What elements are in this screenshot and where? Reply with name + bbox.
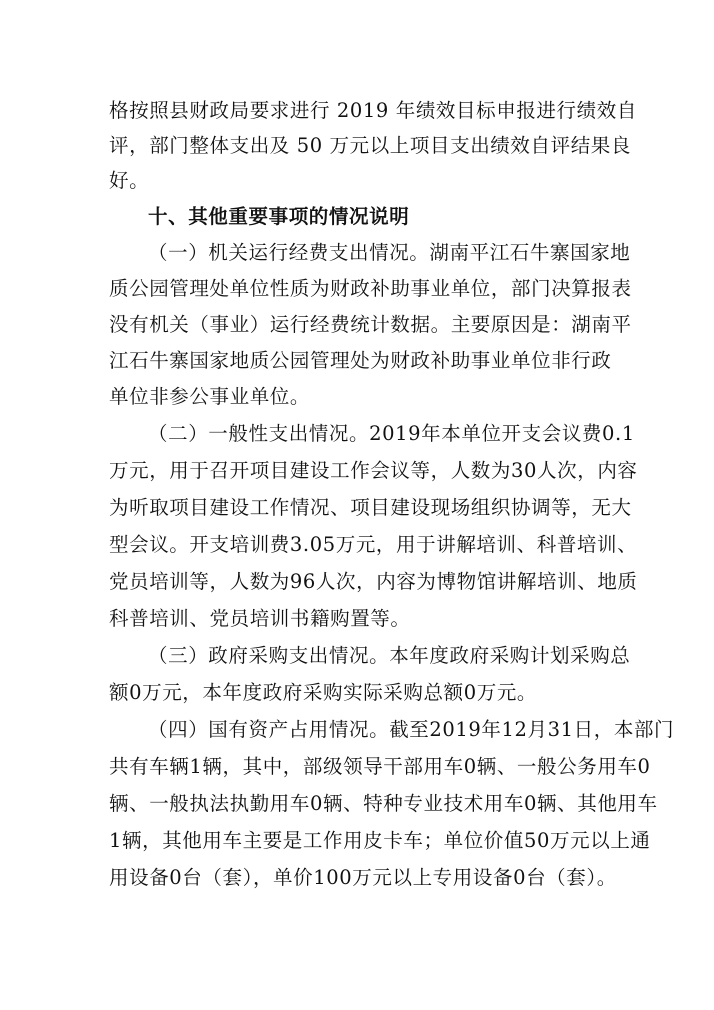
text-line: 科普培训、党员培训书籍购置等。 xyxy=(109,607,411,630)
text-line: 1辆，其他用车主要是工作用皮卡车；单位价值50万元以上通 xyxy=(109,829,651,852)
text-line: 好。 xyxy=(109,169,150,192)
text-line: （三）政府采购支出情况。本年度政府采购计划采购总 xyxy=(148,644,631,667)
section-heading: 十、其他重要事项的情况说明 xyxy=(148,205,410,228)
text-line: （一）机关运行经费支出情况。湖南平江石牛寨国家地 xyxy=(148,241,631,264)
text-line: 质公园管理处单位性质为财政补助事业单位，部门决算报表 xyxy=(109,277,632,300)
text-line: 用设备0台（套），单价100万元以上专用设备0台（套）。 xyxy=(109,866,617,889)
text-line: 为听取项目建设工作情况、项目建设现场组织协调等，无大 xyxy=(109,496,632,519)
text-line: （二）一般性支出情况。2019年本单位开支会议费0.1 xyxy=(148,422,635,445)
text-line: 江石牛寨国家地质公园管理处为财政补助事业单位非行政 xyxy=(109,349,612,372)
text-line: 万元，用于召开项目建设工作会议等，人数为30人次，内容 xyxy=(109,459,638,482)
text-line: 辆、一般执法执勤用车0辆、特种专业技术用车0辆、其他用车 xyxy=(109,792,658,815)
text-line: 党员培训等，人数为96人次，内容为博物馆讲解培训、地质 xyxy=(109,570,638,593)
text-line: 没有机关（事业）运行经费统计数据。主要原因是：湖南平 xyxy=(109,313,632,336)
text-line: 型会议。开支培训费3.05万元，用于讲解培训、科普培训、 xyxy=(109,533,638,556)
text-line: 评，部门整体支出及 50 万元以上项目支出绩效自评结果良 xyxy=(109,134,632,157)
text-line: 单位非参公事业单位。 xyxy=(109,385,311,408)
text-line: 共有车辆1辆，其中，部级领导干部用车0辆、一般公务用车0 xyxy=(109,755,651,778)
text-line: （四）国有资产占用情况。截至2019年12月31日，本部门 xyxy=(148,718,675,741)
text-line: 额0万元，本年度政府采购实际采购总额0万元。 xyxy=(109,681,538,704)
text-line: 格按照县财政局要求进行 2019 年绩效目标申报进行绩效自 xyxy=(109,99,637,122)
